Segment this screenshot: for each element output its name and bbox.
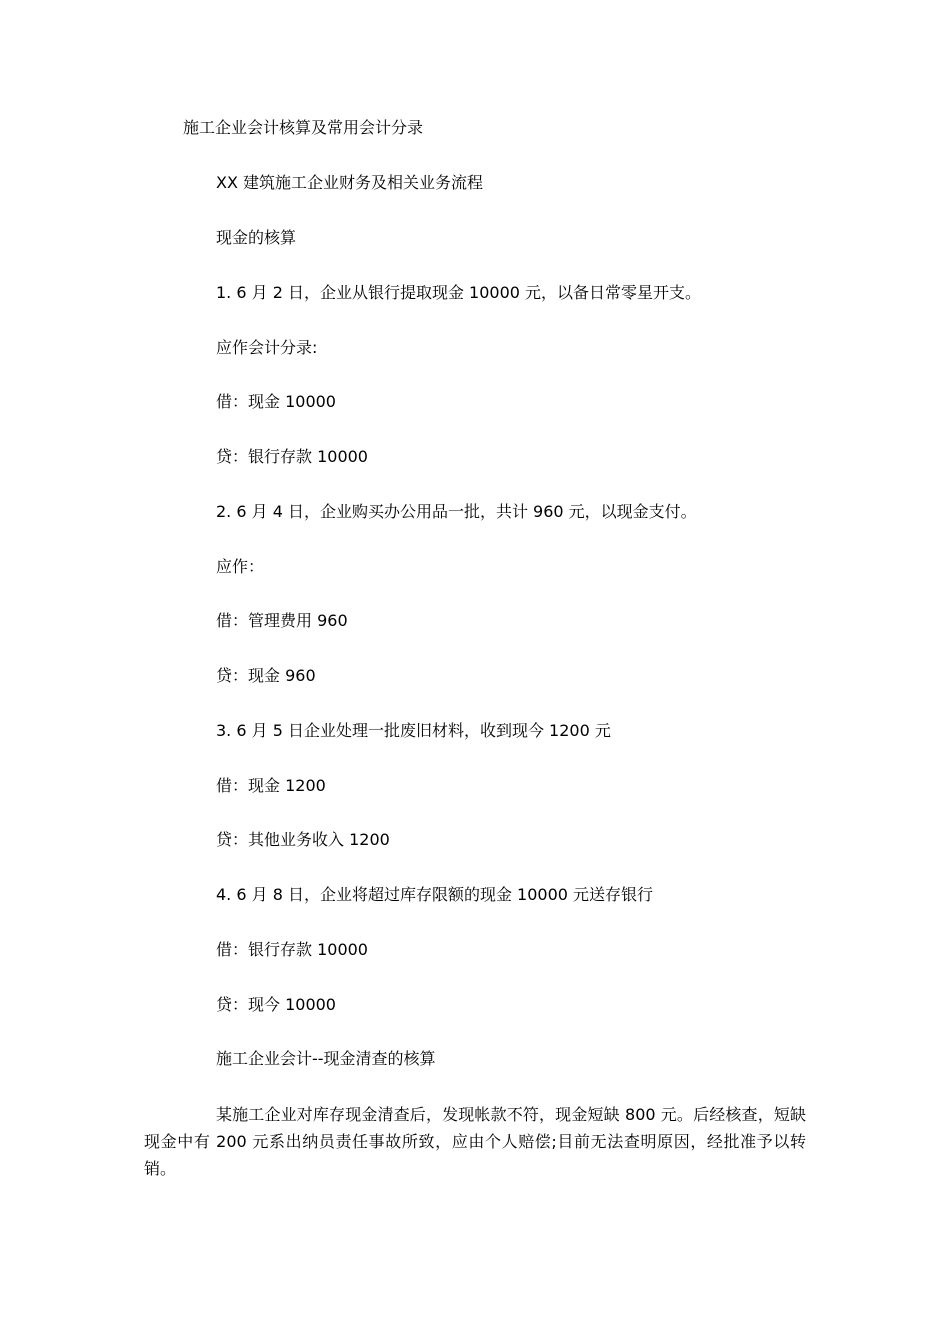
entry-line: 借：现金 10000 [216, 392, 336, 411]
entry-line: 3. 6 月 5 日企业处理一批废旧材料，收到现今 1200 元 [216, 721, 611, 740]
entry-line: 借：管理费用 960 [216, 611, 348, 630]
entry-line: 1. 6 月 2 日，企业从银行提取现金 10000 元，以备日常零星开支。 [216, 283, 702, 302]
entry-line: 贷：现今 10000 [216, 995, 336, 1014]
section-heading-cash-check: 施工企业会计--现金清查的核算 [216, 1049, 436, 1068]
entry-line: 2. 6 月 4 日，企业购买办公用品一批，共计 960 元，以现金支付。 [216, 502, 697, 521]
entry-line: 贷：其他业务收入 1200 [216, 830, 390, 849]
entry-line: 贷：银行存款 10000 [216, 447, 368, 466]
entry-line: 贷：现金 960 [216, 666, 316, 685]
document-title: 施工企业会计核算及常用会计分录 [183, 118, 424, 137]
entry-line: 应作： [216, 557, 265, 576]
entry-line: 借：银行存款 10000 [216, 940, 368, 959]
entry-line: 应作会计分录: [216, 338, 318, 357]
entry-line: 4. 6 月 8 日，企业将超过库存限额的现金 10000 元送存银行 [216, 885, 654, 904]
body-paragraph: 某施工企业对库存现金清查后，发现帐款不符，现金短缺 800 元。后经核查，短缺现金中有 200 元系出纳员责任事故所致，应由个人赔偿;目前无法查明原因，经批准予以转销。 [144, 1105, 806, 1178]
document-subtitle: XX 建筑施工企业财务及相关业务流程 [216, 173, 484, 192]
section-heading: 现金的核算 [216, 228, 297, 247]
entry-line: 借：现金 1200 [216, 776, 326, 795]
